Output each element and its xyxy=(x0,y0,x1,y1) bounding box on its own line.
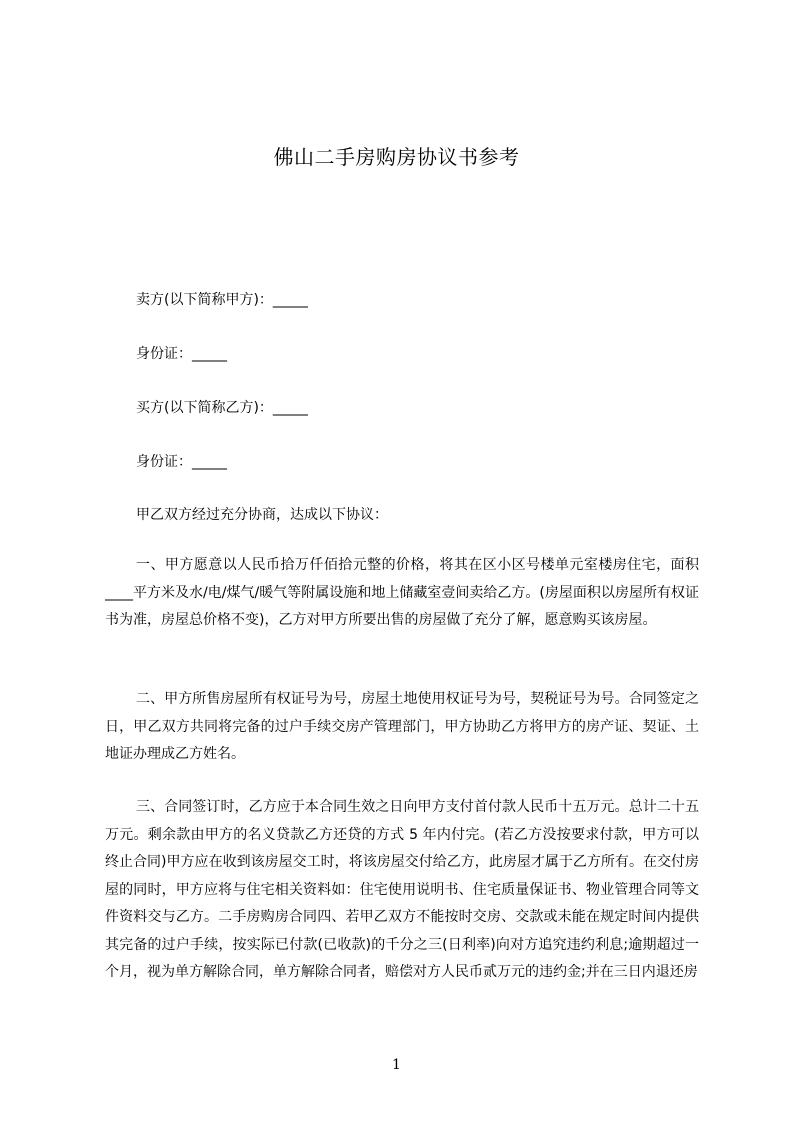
clause-3: 三、合同签订时，乙方应于本合同生效之日向甲方支付首付款人民币十五万元。总计二十五万元。剩余款由甲方的名义贷款乙方还贷的方式 5 年内付完。(若乙方没按要求付款，甲方可以终止合同)甲方应在收到该房屋交工时，将该房屋交付给乙方，此房屋才属于乙方所有。在交付房屋的同时，甲方应将与住宅相关资料如：住宅使用说明书、住宅质量保证书、物业管理合同等文件资料交与乙方。二手房购房合同四、若甲乙双方不能按时交房、交款或未能在规定时间内提供其完备的过户手续，按实际已付款(已收款)的千分之三(日利率)向对方追究违约利息;逾期超过一个月，视为单方解除合同，单方解除合同者，赔偿对方人民币贰万元的违约金;并在三日内退还房 xyxy=(105,799,699,980)
seller-field: 卖方(以下简称甲方)：_____ xyxy=(136,292,308,308)
seller-id-field: 身份证：_____ xyxy=(136,346,227,362)
buyer-field: 买方(以下简称乙方)：_____ xyxy=(136,400,308,416)
buyer-id-field: 身份证：_____ xyxy=(136,454,227,470)
document-title: 佛山二手房购房协议书参考 xyxy=(273,145,520,169)
page-number: 1 xyxy=(392,1057,401,1073)
clause-1: 一、甲方愿意以人民币拾万仟佰拾元整的价格，将其在区小区号楼单元室楼房住宅，面积____平方米及水/电/煤气/暖气等附属设施和地上储藏室壹间卖给乙方。(房屋面积以房屋所有权证书为准，房屋总价格不变)，乙方对甲方所要出售的房屋做了充分了解，愿意购买该房屋。 xyxy=(105,557,699,628)
intro-text: 甲乙双方经过充分协商，达成以下协议： xyxy=(136,507,388,523)
clause-2: 二、甲方所售房屋所有权证号为号，房屋土地使用权证号为号，契税证号为号。合同签定之日，甲乙双方共同将完备的过户手续交房产管理部门，甲方协助乙方将甲方的房产证、契证、土地证办理成乙方姓名。 xyxy=(105,691,699,762)
